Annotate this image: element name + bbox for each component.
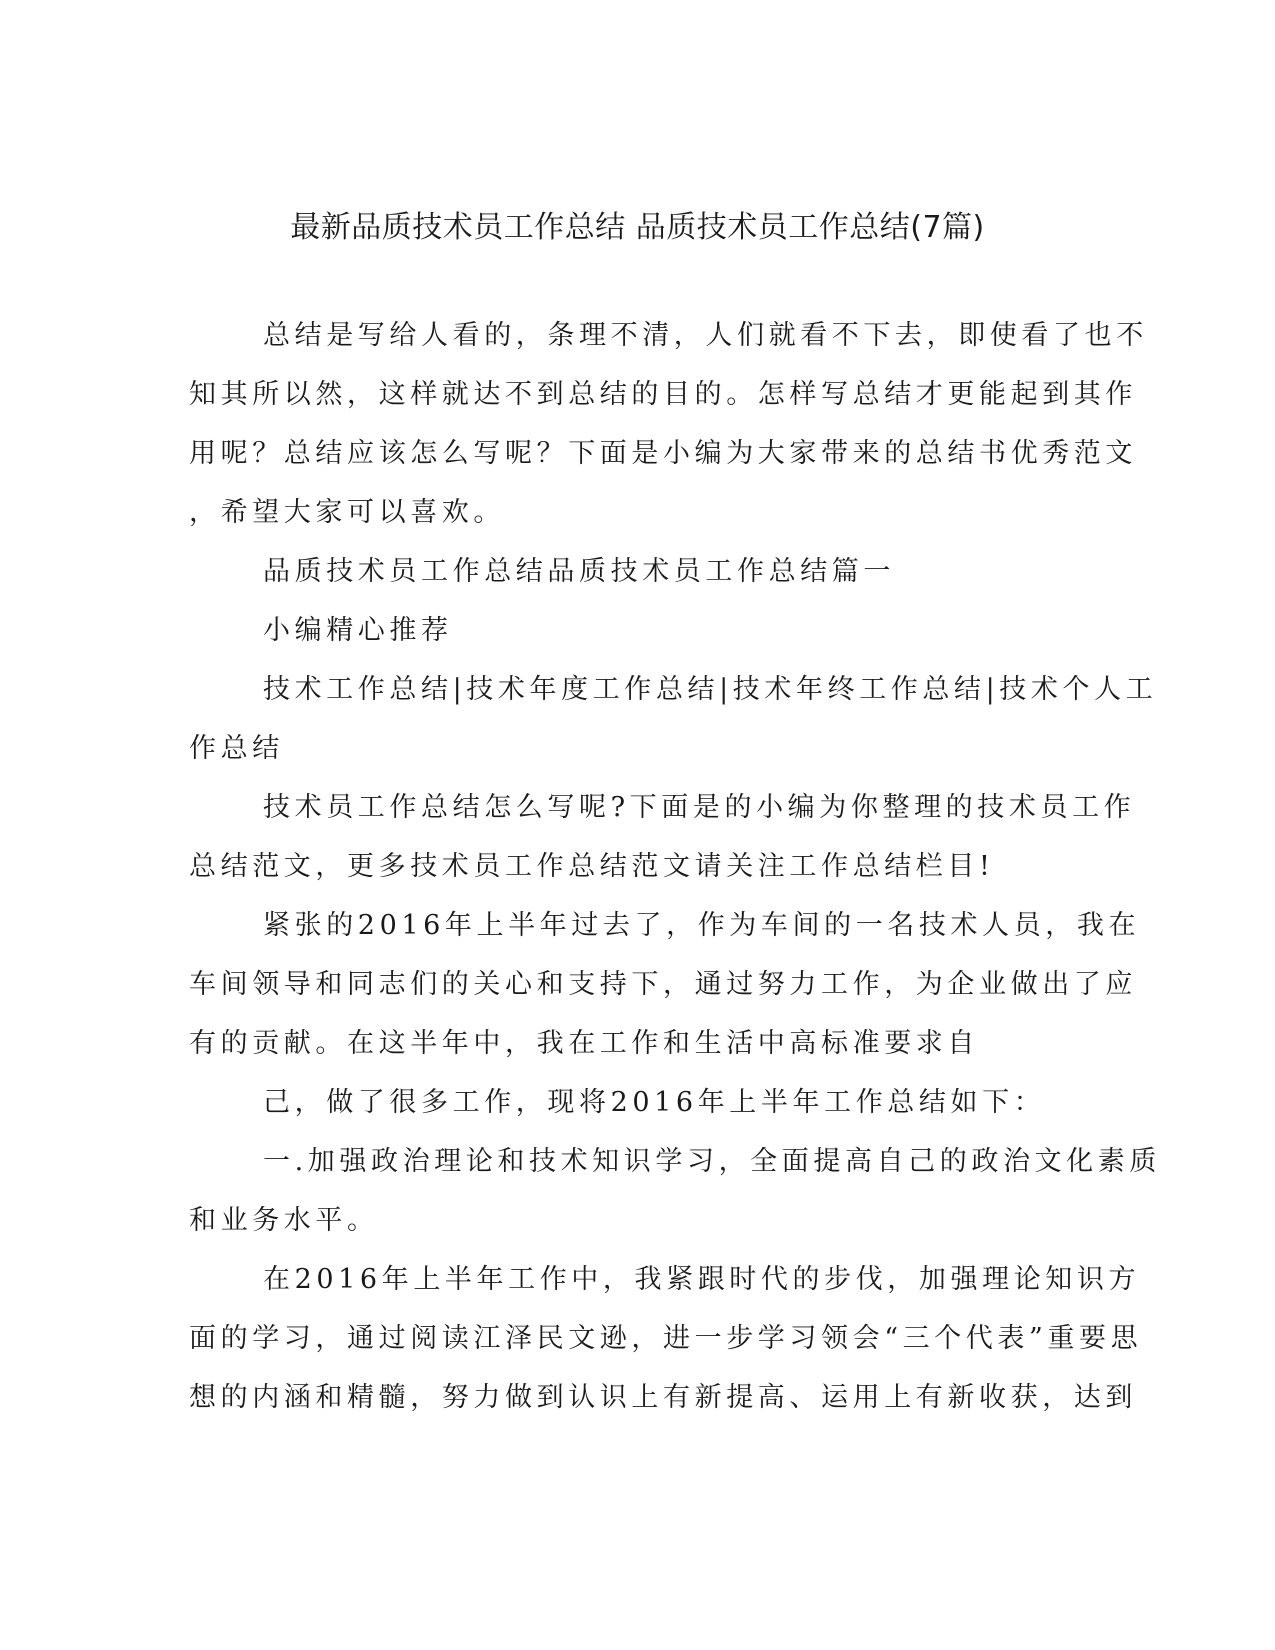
paragraph-line: 紧张的2016年上半年过去了，作为车间的一名技术人员，我在 — [263, 910, 1141, 941]
paragraph-line: 有的贡献。在这半年中，我在工作和生活中高标准要求自 — [189, 1028, 979, 1059]
paragraph-line: 和业务水平。 — [189, 1205, 379, 1236]
paragraph-line: 小编精心推荐 — [263, 615, 453, 646]
paragraph-line: 技术员工作总结怎么写呢?下面是的小编为你整理的技术员工作 — [263, 792, 1136, 823]
paragraph-line: 知其所以然，这样就达不到总结的目的。怎样写总结才更能起到其作 — [189, 379, 1137, 410]
section-heading: 品质技术员工作总结品质技术员工作总结篇一 — [263, 556, 895, 587]
paragraph-line: 技术工作总结|技术年度工作总结|技术年终工作总结|技术个人工 — [263, 674, 1158, 705]
paragraph-line: 用呢？总结应该怎么写呢？下面是小编为大家带来的总结书优秀范文 — [189, 438, 1137, 469]
paragraph-line: ，希望大家可以喜欢。 — [189, 497, 505, 528]
paragraph-line: 想的内涵和精髓，努力做到认识上有新提高、运用上有新收获，达到 — [189, 1382, 1137, 1413]
paragraph-line: 作总结 — [189, 733, 284, 764]
paragraph-line: 在2016年上半年工作中，我紧跟时代的步伐，加强理论知识方 — [263, 1264, 1141, 1295]
document-title: 最新品质技术员工作总结 品质技术员工作总结(7篇) — [290, 210, 985, 245]
paragraph-line: 面的学习，通过阅读江泽民文逊，进一步学习领会“三个代表”重要思 — [189, 1323, 1143, 1354]
paragraph-line: 车间领导和同志们的关心和支持下，通过努力工作，为企业做出了应 — [189, 969, 1137, 1000]
paragraph-line: 一.加强政治理论和技术知识学习，全面提高自己的政治文化素质 — [263, 1146, 1161, 1177]
paragraph-line: 总结是写给人看的，条理不清，人们就看不下去，即使看了也不 — [263, 320, 1148, 351]
paragraph-line: 己，做了很多工作，现将2016年上半年工作总结如下： — [263, 1087, 1046, 1118]
paragraph-line: 总结范文，更多技术员工作总结范文请关注工作总结栏目! — [189, 851, 995, 882]
